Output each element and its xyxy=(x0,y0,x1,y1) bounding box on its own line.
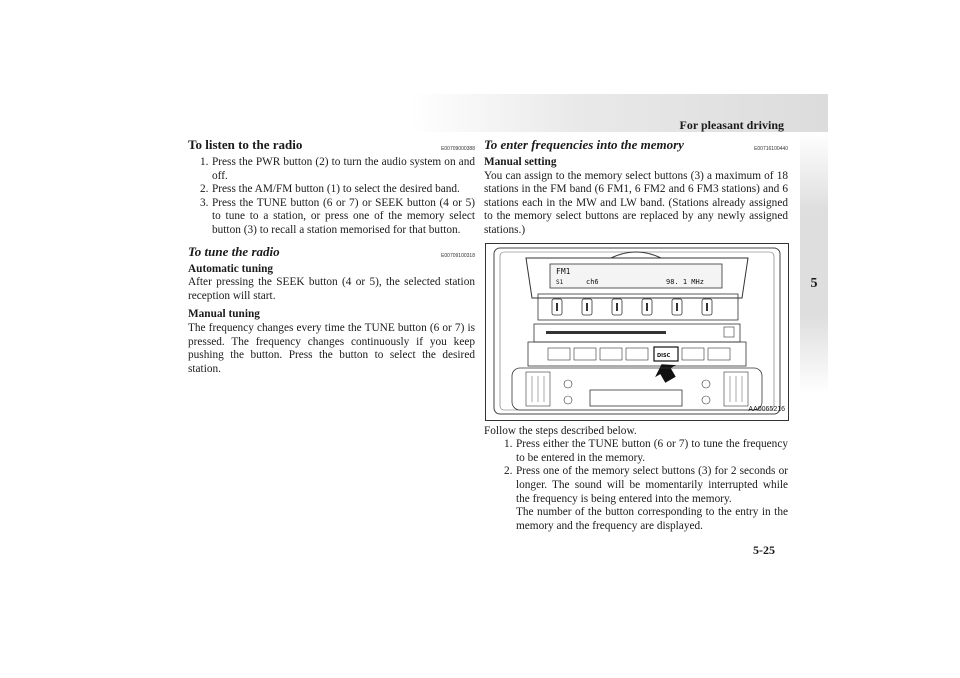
subheading-manual: Manual tuning xyxy=(188,308,260,321)
step-note: The number of the button corresponding to the entry in the memory and the frequency are displayed. xyxy=(516,506,788,532)
section-heading-tune: To tune the radio E00709100318 xyxy=(188,244,475,260)
paragraph-manual-setting: You can assign to the memory select buttons (3) a maximum of 18 stations in the FM band (6 FM1, 6 FM2 and 6 FM3 stations) and 6 stations each in the MW and LW band. (Stations already assigned to the memory select buttons are replaced by any newly assigned stations.) xyxy=(484,169,788,236)
list-item: 3. Press the TUNE button (6 or 7) or SEEK button (4 or 5) to tune to a station, or press one of the memory select button (3) to recall a station memorised for that button. xyxy=(200,196,475,236)
follow-text: Follow the steps described below. xyxy=(484,424,637,437)
audio-unit-figure xyxy=(485,243,789,421)
section-heading-memory: To enter frequencies into the memory E00716100440 xyxy=(484,137,788,153)
right-column xyxy=(484,137,788,539)
listen-steps xyxy=(188,156,475,238)
chapter-number: 5 xyxy=(810,276,818,291)
figure-id: AA0065216 xyxy=(748,405,785,413)
chapter-tab xyxy=(800,132,828,394)
running-header: For pleasant driving xyxy=(679,118,784,132)
disc-button-label: DISC xyxy=(657,352,671,359)
section-heading-listen: To listen to the radio E00709000388 xyxy=(188,137,475,153)
list-item: 2. Press one of the memory select buttons (3) for 2 seconds or longer. The sound will be momentarily interrupted while the frequency is being entered into the memory. The number of the button corresponding to the entry in the memory and the frequency are displayed. xyxy=(504,465,788,532)
list-item: 1. Press either the TUNE button (6 or 7) to tune the frequency to be entered in the memory. xyxy=(504,438,788,464)
memory-steps xyxy=(492,438,788,533)
left-column xyxy=(188,137,475,381)
list-item: 1. Press the PWR button (2) to turn the audio system on and off. xyxy=(200,156,475,182)
section-code: E00709100318 xyxy=(441,252,475,259)
display-frequency: 98. 1 MHz xyxy=(666,277,704,286)
display-channel: ch6 xyxy=(586,277,599,286)
display-band: FM1 xyxy=(556,266,571,276)
paragraph-manual: The frequency changes every time the TUNE button (6 or 7) is pressed. The frequency changes continuously if you keep pushing the button. Press the button to select the desired station. xyxy=(188,321,475,375)
paragraph-automatic: After pressing the SEEK button (4 or 5), the selected station reception will start. xyxy=(188,276,475,302)
list-item: 2. Press the AM/FM button (1) to select the desired band. xyxy=(200,183,460,196)
section-code: E00716100440 xyxy=(754,146,788,152)
display-preset: S1 xyxy=(556,278,564,286)
audio-unit-illustration xyxy=(486,244,788,420)
section-code: E00709000388 xyxy=(441,146,475,152)
subheading-manual-setting: Manual setting xyxy=(484,156,557,168)
page-number: 5-25 xyxy=(753,543,775,557)
subheading-automatic: Automatic tuning xyxy=(188,262,274,275)
